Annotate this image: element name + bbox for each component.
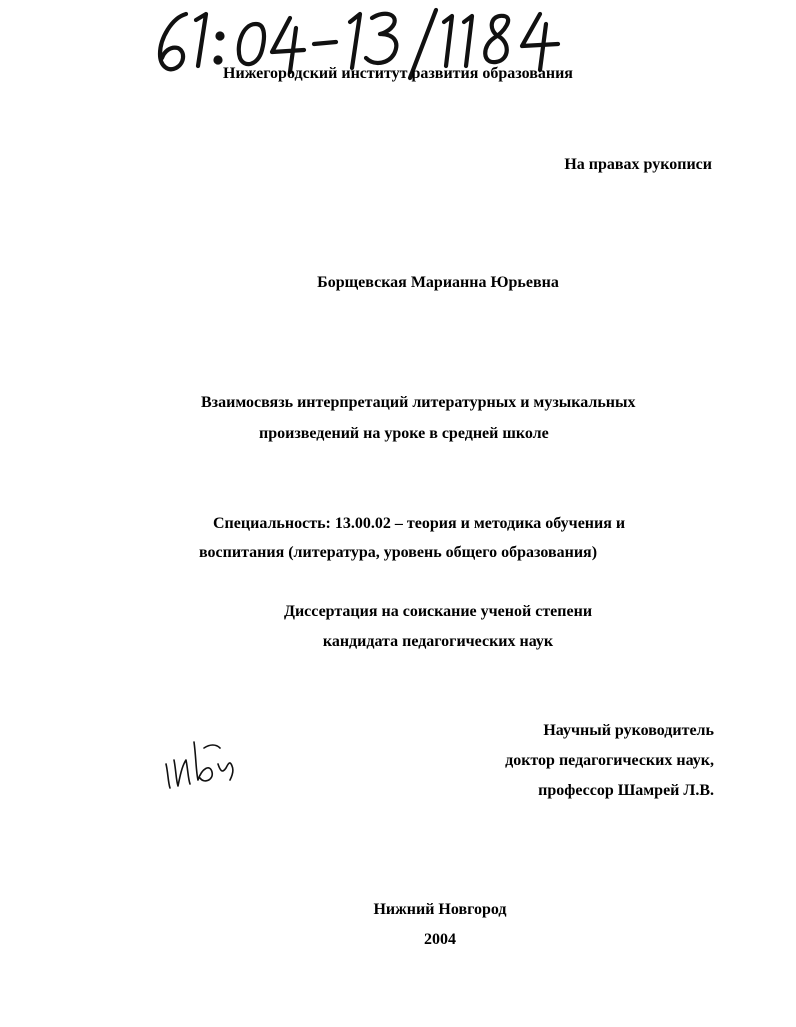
dissertation-title-line-1: Взаимосвязь интерпретаций литературных и музыкальных [201,394,636,411]
handwritten-signature-icon [160,730,240,800]
supervisor-name: профессор Шамрей Л.В. [538,782,714,799]
year: 2004 [424,931,456,948]
city: Нижний Новгород [373,901,507,918]
supervisor-title: доктор педагогических наук, [505,752,714,769]
institution-name: Нижегородский институт развития образования [223,65,573,82]
supervisor-role: Научный руководитель [543,722,714,739]
degree-line-1: Диссертация на соискание ученой степени [283,603,593,620]
degree-line-2: кандидата педагогических наук [322,633,554,650]
specialty-line-1: Специальность: 13.00.02 – теория и методика обучения и [213,515,626,532]
dissertation-title-line-2: произведений на уроке в средней школе [259,425,549,442]
manuscript-note: На правах рукописи [564,156,712,173]
author-name: Борщевская Марианна Юрьевна [317,274,559,291]
specialty-line-2: воспитания (литература, уровень общего образования) [199,544,598,561]
